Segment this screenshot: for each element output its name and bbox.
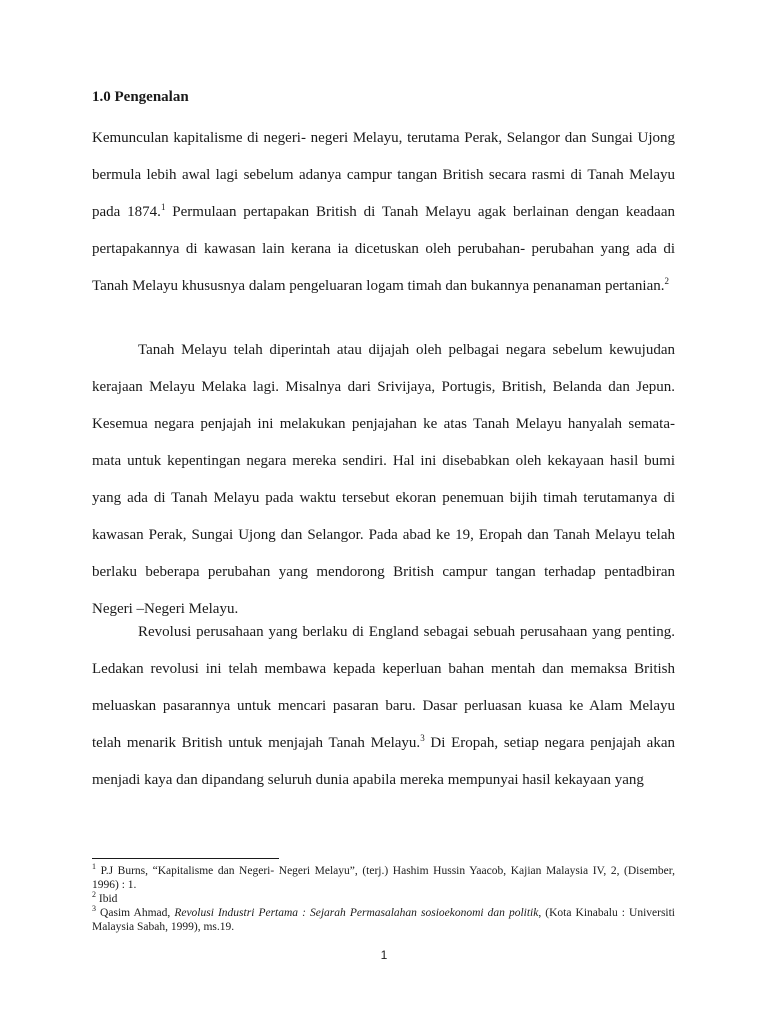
paragraph-2: Tanah Melayu telah diperintah atau dijajah oleh pelbagai negara sebelum kewujudan kerajaan Melayu Melaka lagi. Misalnya dari Srivijaya, Portugis, British, Belanda dan Jepun. Kesemua negara penjajah ini melakukan penjajahan ke atas Tanah Melayu hanyalah semata-mata untuk kepentingan negara mereka sendiri. Hal ini disebabkan oleh kekayaan hasil bumi yang ada di Tanah Melayu pada waktu tersebut ekoran penemuan bijih timah terutamanya di kawasan Perak, Sungai Ujong dan Selangor. Pada abad ke 19, Eropah dan Tanah Melayu telah berlaku beberapa perubahan yang mendorong British campur tangan terhadap pentadbiran Negeri –Negeri Melayu. <box>92 342 675 617</box>
footnote-text: Qasim Ahmad, <box>96 907 175 919</box>
footnote-3 <box>92 906 675 934</box>
footnote-book-title: Revolusi Industri Pertama : Sejarah Permasalahan sosioekonomi dan politik <box>174 907 539 919</box>
footnote-ref-3[interactable]: 3 <box>420 733 425 743</box>
footnote-text-after: , (Kota Kinabalu : Universiti Malaysia Sabah, 1999), ms.19. <box>92 907 676 933</box>
footnote-1 <box>92 864 675 892</box>
footnote-ref-1[interactable]: 1 <box>160 202 166 212</box>
paragraph-3 <box>92 614 675 799</box>
footnote-2 <box>92 892 675 906</box>
paragraph-3-text-a: Revolusi perusahaan yang berlaku di England sebagai sebuah perusahaan yang penting. Ledakan revolusi ini telah membawa kepada keperluan bahan mentah dan memaksa British meluaskan pasarannya untuk mencari pasaran baru. Dasar perluasan kuasa ke Alam Melayu telah menarik British untuk menjajah Tanah Melayu. <box>92 624 675 751</box>
footnote-ref-2[interactable]: 2 <box>664 276 670 286</box>
paragraph-1 <box>92 120 675 305</box>
footnote-number: 3 <box>92 904 96 914</box>
paragraph-1-text-a: Kemunculan kapitalisme di negeri- negeri Melayu, terutama Perak, Selangor dan Sungai Ujong bermula lebih awal lagi sebelum adanya campur tangan British secara rasmi di Tanah Melayu pada 1874. <box>92 130 675 220</box>
section-heading: 1.0 Pengenalan <box>92 89 189 105</box>
footnote-number: 1 <box>92 862 96 872</box>
page-number: 1 <box>380 948 388 962</box>
footnote-divider <box>92 858 279 859</box>
footnotes-list <box>92 864 675 934</box>
paragraph-3-text-b: Di Eropah, setiap negara penjajah akan menjadi kaya dan dipandang seluruh dunia apabila mereka mempunyai hasil kekayaan yang <box>92 735 675 788</box>
paragraph-1-text-b: Permulaan pertapakan British di Tanah Melayu agak berlainan dengan keadaan pertapakannya di kawasan lain kerana ia dicetuskan oleh perubahan- perubahan yang ada di Tanah Melayu khususnya dalam pengeluaran logam timah dan bukannya penanaman pertanian. <box>92 204 675 294</box>
footnote-number: 2 <box>92 890 96 900</box>
footnote-text: Ibid <box>96 893 118 905</box>
footnote-text: P.J Burns, “Kapitalisme dan Negeri- Negeri Melayu”, (terj.) Hashim Hussin Yaacob, Kajian Malaysia IV, 2, (Disember, 1996) : 1. <box>92 865 675 891</box>
